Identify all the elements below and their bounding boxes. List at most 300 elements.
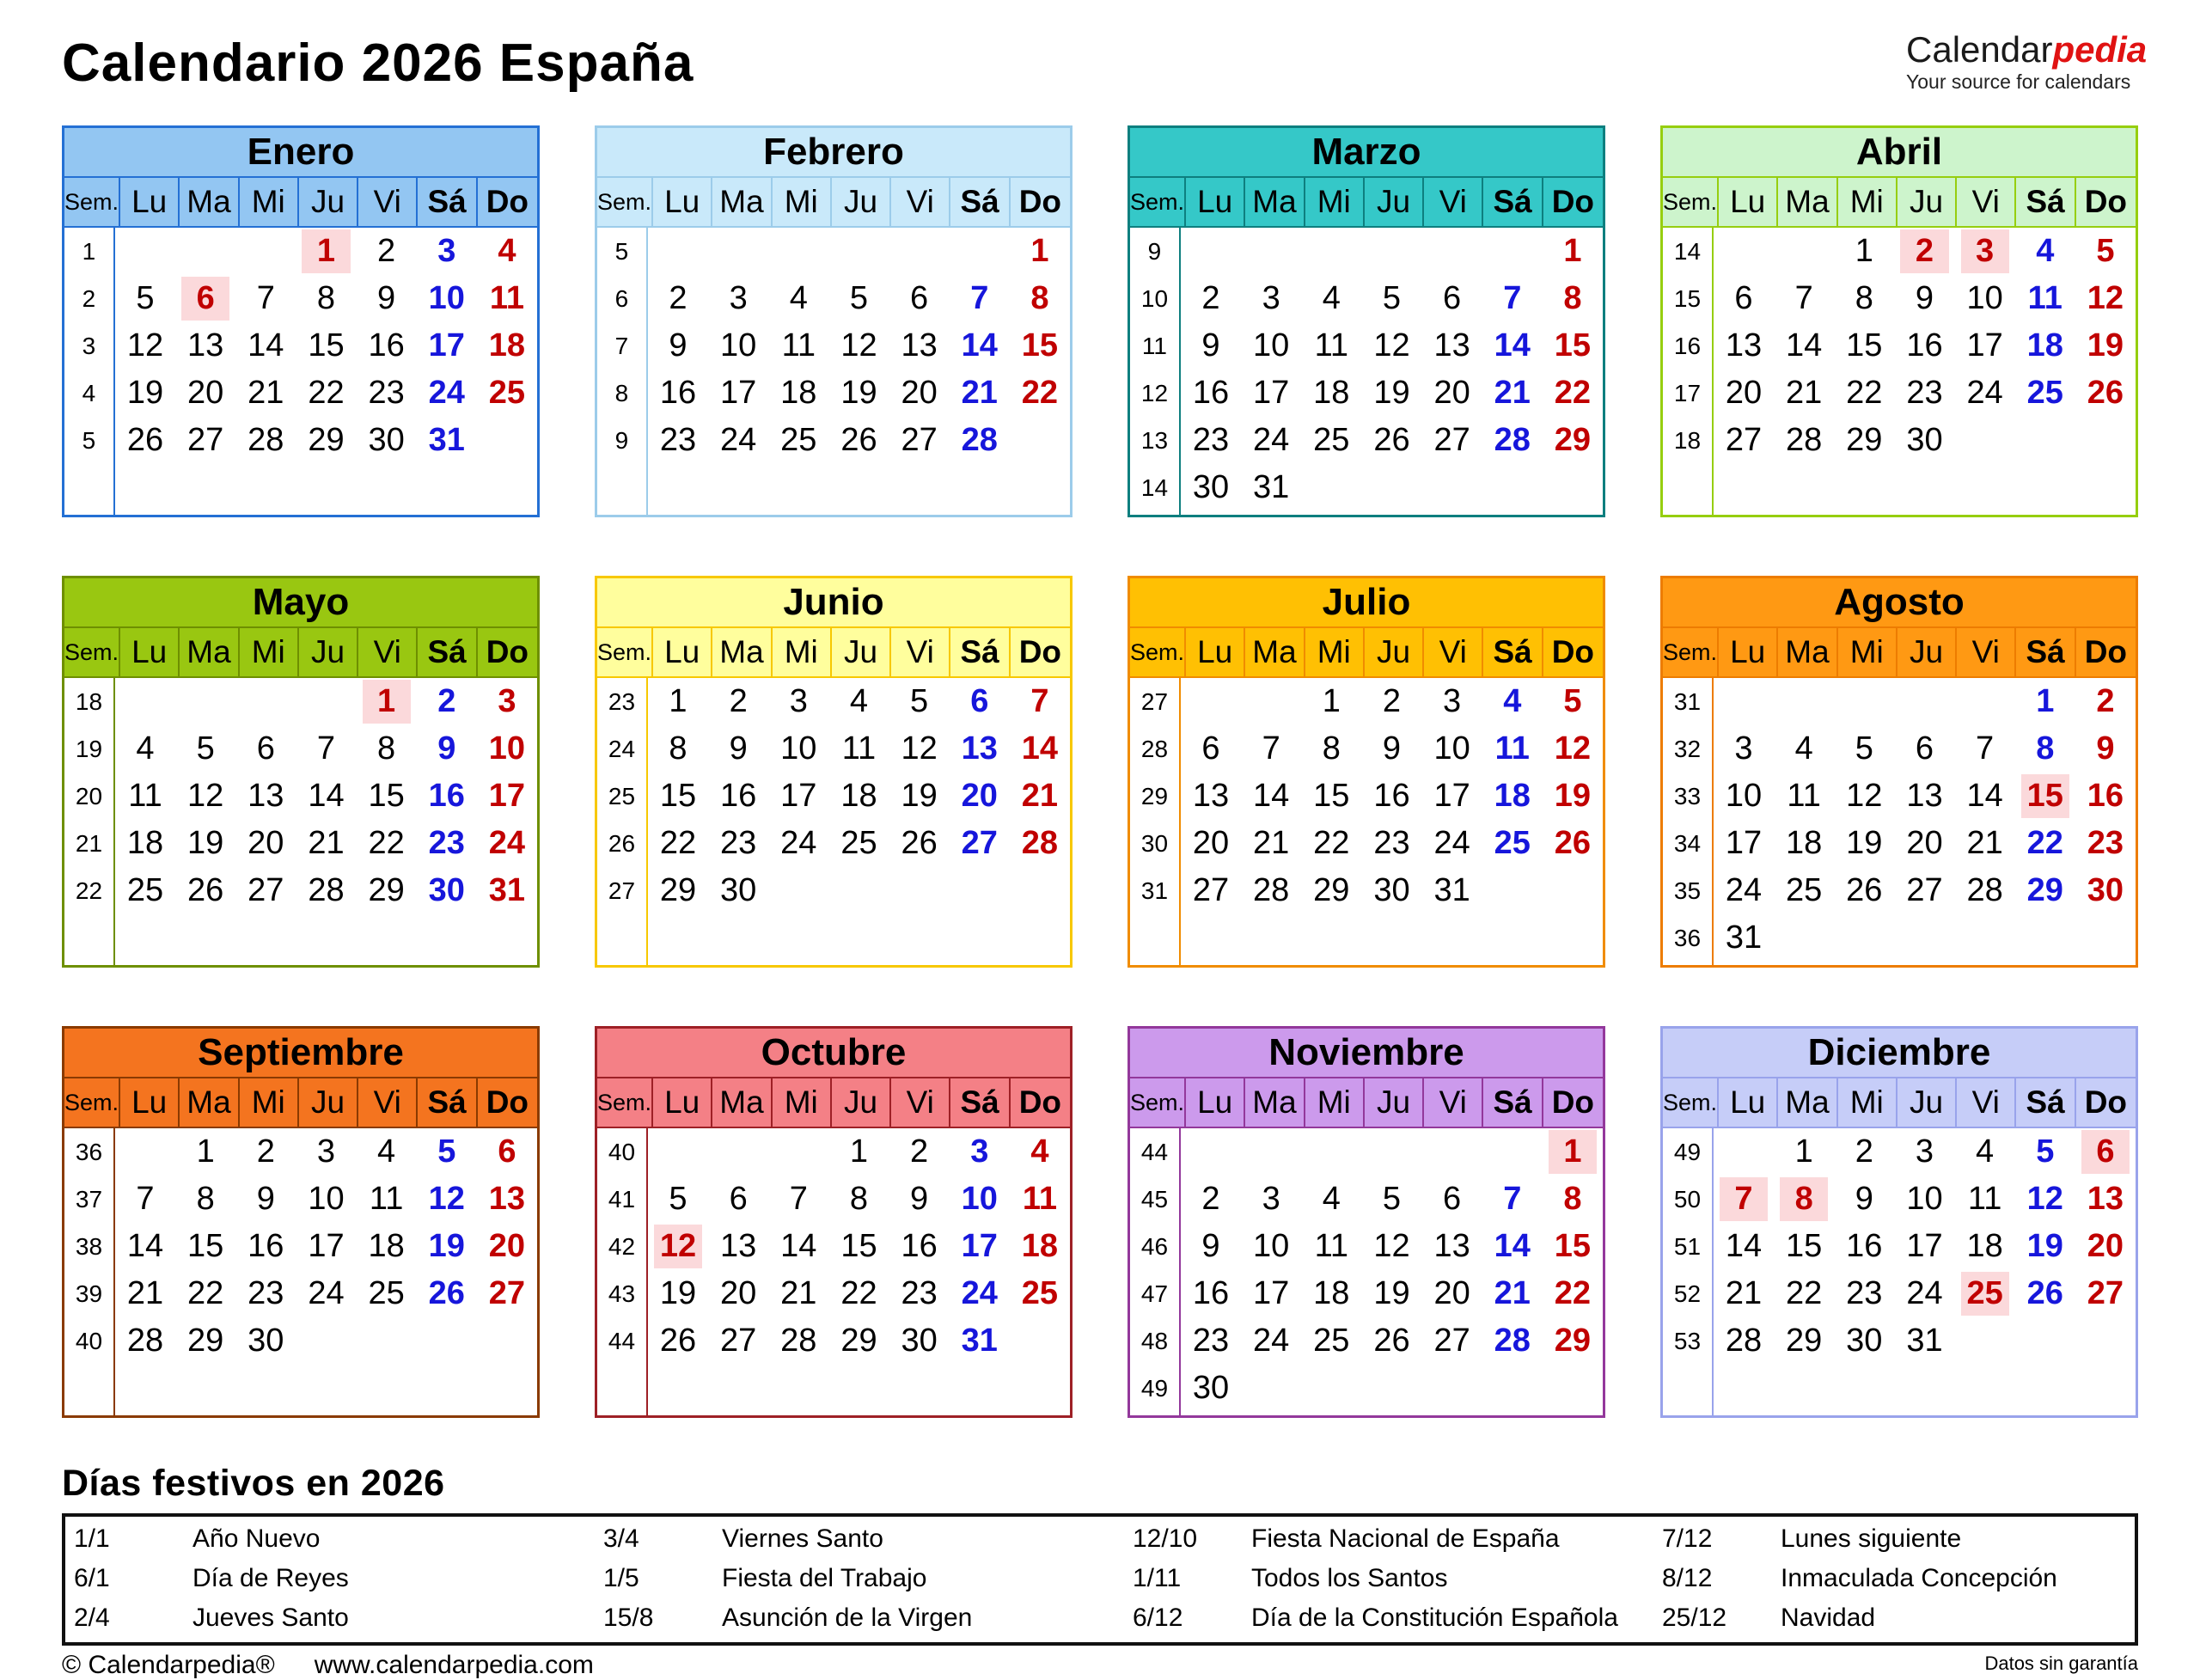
day-cell (357, 1317, 417, 1365)
day-cell (1955, 1317, 2015, 1365)
day-cell (1834, 820, 1894, 867)
day-cell (235, 1317, 296, 1365)
day-cell (1361, 275, 1421, 322)
day-cell (768, 773, 828, 820)
day-cell (1714, 417, 1774, 464)
date-number: 26 (840, 422, 877, 458)
day-cell (950, 417, 1010, 464)
day-cell (1714, 322, 1774, 370)
week-row (64, 275, 537, 322)
day-cell (708, 678, 768, 725)
day-cell (1361, 678, 1421, 725)
day-cell (1241, 1270, 1301, 1317)
weekday-header-row (1130, 1078, 1603, 1128)
week-row (1663, 725, 2136, 773)
month-title: Noviembre (1130, 1029, 1603, 1078)
weekday-header: Vi (1424, 178, 1483, 226)
weekday-header: Sá (950, 628, 1010, 676)
date-number: 3 (316, 1133, 336, 1170)
weekday-header: Ju (832, 628, 891, 676)
holiday-date: 3 (1961, 229, 2009, 273)
day-cell (2075, 370, 2136, 417)
weekday-header: Lu (1719, 1078, 1778, 1127)
day-cell (296, 322, 356, 370)
weekday-header: Do (486, 634, 529, 669)
day-cell (296, 1128, 356, 1176)
day-cell (1361, 1128, 1421, 1176)
date-number: 6 (1201, 730, 1220, 767)
empty-filler-row (597, 1365, 1070, 1415)
day-cell (1714, 678, 1774, 725)
date-number: 22 (1786, 1275, 1823, 1311)
day-cell (1482, 228, 1543, 275)
date-number: 1 (849, 1133, 869, 1170)
date-number: 8 (1563, 280, 1582, 316)
day-cell (477, 275, 537, 322)
day-cell (708, 725, 768, 773)
date-number: 24 (1725, 872, 1763, 908)
day-cell (1543, 773, 1603, 820)
day-cell (2015, 228, 2075, 275)
month-calendar-abril (1660, 125, 2138, 517)
empty-filler-row (64, 1365, 537, 1415)
date-number: 4 (1322, 1181, 1341, 1217)
day-cell (1834, 1176, 1894, 1223)
weekday-header-row (1130, 178, 1603, 228)
weekday-header: Ma (1245, 178, 1305, 226)
date-number: 29 (308, 422, 345, 458)
week-number: 23 (597, 678, 648, 725)
date-number: 29 (368, 872, 405, 908)
week-column-header: Sem. (597, 628, 653, 676)
date-number: 6 (256, 730, 275, 767)
day-cell (1181, 678, 1241, 725)
date-number: 27 (1433, 422, 1470, 458)
day-cell (1422, 417, 1482, 464)
date-number: 20 (248, 825, 284, 861)
week-row (64, 370, 537, 417)
week-row (597, 1176, 1070, 1223)
month-body (1663, 678, 2136, 965)
logo-text-calendar: Calendar (1906, 29, 2053, 70)
day-cell (828, 228, 889, 275)
date-number: 9 (256, 1181, 275, 1217)
weekday-header: Sá (1483, 628, 1543, 676)
week-row (1130, 1128, 1603, 1176)
day-cell (2015, 1128, 2075, 1176)
date-number: 14 (1494, 1228, 1531, 1264)
date-number: 27 (2087, 1275, 2124, 1311)
weekday-header: Lu (120, 1078, 180, 1127)
week-number: 36 (1663, 914, 1714, 962)
week-row (1663, 370, 2136, 417)
day-cell (296, 1223, 356, 1270)
day-cell (1361, 370, 1421, 417)
day-cell (1181, 370, 1241, 417)
day-cell (1301, 1270, 1361, 1317)
date-number: 16 (368, 327, 405, 363)
day-cell (768, 867, 828, 914)
date-number: 3 (1734, 730, 1753, 767)
date-number: 4 (849, 683, 869, 719)
day-cell (1894, 228, 1954, 275)
day-cell (1714, 370, 1774, 417)
day-cell (1955, 1270, 2015, 1317)
day-cell (889, 773, 950, 820)
date-number: 15 (1554, 1228, 1592, 1264)
day-cell (477, 322, 537, 370)
week-row (597, 370, 1070, 417)
date-number: 6 (1443, 280, 1462, 316)
month-title: Febrero (597, 128, 1070, 178)
date-number: 17 (428, 327, 465, 363)
date-number: 5 (1382, 1181, 1402, 1217)
date-number: 18 (368, 1228, 405, 1264)
week-row (1663, 322, 2136, 370)
day-cell (1422, 228, 1482, 275)
week-row (1130, 867, 1603, 914)
day-cell (1181, 1365, 1241, 1412)
day-cell (1301, 275, 1361, 322)
holiday-name-label: Día de la Constitución Española (1251, 1604, 1618, 1632)
date-number: 13 (1906, 778, 1943, 814)
day-cell (828, 1223, 889, 1270)
month-body (1130, 1128, 1603, 1415)
month-title: Agosto (1663, 578, 2136, 628)
week-row (597, 820, 1070, 867)
date-number: 13 (1433, 1228, 1470, 1264)
date-number: 9 (669, 327, 688, 363)
date-number: 22 (2026, 825, 2063, 861)
date-number: 25 (126, 872, 164, 908)
date-number: 8 (849, 1181, 869, 1217)
day-cell (1894, 725, 1954, 773)
week-row (1663, 1270, 2136, 1317)
day-cell (1181, 725, 1241, 773)
date-number: 24 (428, 375, 465, 411)
day-cell (889, 275, 950, 322)
day-cell (889, 867, 950, 914)
date-number: 7 (789, 1181, 808, 1217)
date-number: 22 (659, 825, 697, 861)
day-cell (1422, 1223, 1482, 1270)
day-cell (1714, 275, 1774, 322)
date-number: 25 (840, 825, 877, 861)
date-number: 12 (1373, 1228, 1410, 1264)
date-number: 27 (488, 1275, 526, 1311)
date-number: 25 (488, 375, 526, 411)
holiday-date-label: 6/12 (1133, 1604, 1183, 1632)
date-number: 9 (377, 280, 396, 316)
date-number: 14 (1253, 778, 1290, 814)
date-number: 2 (1382, 683, 1402, 719)
date-number: 8 (196, 1181, 215, 1217)
date-number: 16 (248, 1228, 284, 1264)
day-cell (2075, 773, 2136, 820)
date-number: 27 (1906, 872, 1943, 908)
weekday-header: Ma (180, 628, 239, 676)
day-cell (768, 1317, 828, 1365)
date-number: 7 (1794, 280, 1813, 316)
weekday-header: Ju (1365, 628, 1424, 676)
day-cell (768, 322, 828, 370)
empty-filler-row (64, 914, 537, 965)
month-calendar-diciembre (1660, 1026, 2138, 1418)
week-number: 3 (64, 322, 115, 370)
calendarpedia-logo[interactable] (1906, 24, 2148, 94)
date-number: 15 (1313, 778, 1350, 814)
weekday-header: Sá (418, 1078, 477, 1127)
weekday-header: Ju (832, 1078, 891, 1127)
week-number: 11 (1130, 322, 1181, 370)
day-cell (889, 417, 950, 464)
weekday-header: Mi (773, 178, 832, 226)
month-title: Abril (1663, 128, 2136, 178)
date-number: 13 (901, 327, 938, 363)
month-body (64, 678, 537, 965)
date-number: 12 (2087, 280, 2124, 316)
date-number: 22 (1313, 825, 1350, 861)
date-number: 8 (1563, 1181, 1582, 1217)
day-cell (828, 275, 889, 322)
day-cell (1955, 322, 2015, 370)
filler-week-cell (1663, 962, 1714, 965)
weekday-header-row (64, 628, 537, 678)
page-header (62, 24, 2148, 113)
day-cell (1774, 678, 1834, 725)
date-number: 8 (377, 730, 396, 767)
day-cell (296, 1270, 356, 1317)
day-cell (477, 1128, 537, 1176)
filler-week-cell (1130, 511, 1181, 515)
week-column-header: Sem. (1130, 1078, 1186, 1127)
day-cell (1955, 1128, 2015, 1176)
date-number: 5 (849, 280, 869, 316)
date-number: 5 (669, 1181, 688, 1217)
day-cell (1543, 725, 1603, 773)
date-number: 30 (1192, 1370, 1230, 1406)
week-row (1663, 867, 2136, 914)
date-number: 1 (2036, 683, 2055, 719)
day-cell (235, 678, 296, 725)
day-cell (417, 678, 477, 725)
day-cell (1241, 1365, 1301, 1412)
date-number: 5 (1563, 683, 1582, 719)
day-cell (1010, 725, 1070, 773)
day-cell (1955, 1176, 2015, 1223)
week-row (1130, 370, 1603, 417)
date-number: 3 (1262, 1181, 1280, 1217)
date-number: 24 (1906, 1275, 1943, 1311)
month-title: Marzo (1130, 128, 1603, 178)
week-number: 36 (64, 1128, 115, 1176)
date-number: 4 (1503, 683, 1522, 719)
date-number: 12 (1373, 327, 1410, 363)
date-number: 21 (1725, 1275, 1763, 1311)
day-cell (1543, 275, 1603, 322)
weekday-header: Vi (1424, 1078, 1483, 1127)
day-cell (648, 1223, 708, 1270)
day-cell (175, 820, 235, 867)
month-title: Diciembre (1663, 1029, 2136, 1078)
day-cell (235, 417, 296, 464)
week-row (597, 322, 1070, 370)
date-number: 17 (961, 1228, 998, 1264)
day-cell (477, 417, 537, 464)
date-number: 29 (659, 872, 697, 908)
filler-week-cell (1663, 464, 1714, 515)
day-cell (1241, 275, 1301, 322)
holiday-name-label: Año Nuevo (192, 1524, 321, 1553)
weekday-header: Ju (1365, 178, 1424, 226)
date-number: 30 (1846, 1323, 1883, 1359)
website-link[interactable]: www.calendarpedia.com (314, 1651, 594, 1679)
day-cell (1010, 322, 1070, 370)
week-number: 34 (1663, 820, 1714, 867)
week-row (1130, 725, 1603, 773)
week-number: 44 (597, 1317, 648, 1365)
week-number: 2 (64, 275, 115, 322)
day-cell (357, 773, 417, 820)
week-row (64, 417, 537, 464)
day-cell (768, 228, 828, 275)
day-cell (417, 228, 477, 275)
date-number: 21 (961, 375, 998, 411)
date-number: 21 (1494, 1275, 1531, 1311)
date-number: 29 (2026, 872, 2063, 908)
date-number: 29 (1313, 872, 1350, 908)
week-number: 39 (64, 1270, 115, 1317)
date-number: 29 (840, 1323, 877, 1359)
date-number: 28 (1494, 422, 1531, 458)
date-number: 31 (961, 1323, 998, 1359)
day-cell (2015, 678, 2075, 725)
day-cell (1774, 1176, 1834, 1223)
weekday-header: Ma (1778, 1078, 1837, 1127)
date-number: 9 (910, 1181, 929, 1217)
holiday-date: 25 (1961, 1272, 2009, 1316)
day-cell (1774, 275, 1834, 322)
holidays-heading: Días festivos en 2026 (62, 1463, 445, 1504)
weekday-header: Ma (180, 1078, 239, 1127)
date-number: 11 (781, 327, 816, 363)
date-number: 23 (1373, 825, 1410, 861)
day-cell (417, 1270, 477, 1317)
day-cell (235, 370, 296, 417)
weekday-header: Lu (653, 628, 712, 676)
day-cell (1422, 322, 1482, 370)
day-cell (1361, 417, 1421, 464)
date-number: 5 (2096, 233, 2115, 269)
month-calendar-febrero (595, 125, 1072, 517)
empty-filler-row (597, 914, 1070, 965)
day-cell (708, 820, 768, 867)
date-number: 17 (308, 1228, 345, 1264)
weekday-header: Lu (1186, 1078, 1245, 1127)
day-cell (417, 1128, 477, 1176)
day-cell (648, 417, 708, 464)
day-cell (417, 1317, 477, 1365)
weekday-header: Lu (1186, 178, 1245, 226)
day-cell (889, 725, 950, 773)
holiday-date: 1 (1549, 1130, 1597, 1174)
day-cell (1241, 820, 1301, 867)
day-cell (296, 370, 356, 417)
day-cell (357, 678, 417, 725)
week-number: 4 (64, 370, 115, 417)
date-number: 5 (136, 280, 155, 316)
day-cell (1894, 914, 1954, 962)
date-number: 19 (659, 1275, 697, 1311)
day-cell (175, 1317, 235, 1365)
date-number: 17 (1966, 327, 2003, 363)
weekday-header: Lu (120, 628, 180, 676)
date-number: 22 (1554, 375, 1592, 411)
date-number: 11 (1494, 730, 1530, 767)
date-number: 15 (1846, 327, 1883, 363)
day-cell (1543, 1128, 1603, 1176)
date-number: 17 (1906, 1228, 1943, 1264)
day-cell (1834, 678, 1894, 725)
date-number: 10 (308, 1181, 345, 1217)
day-cell (648, 1317, 708, 1365)
month-calendar-agosto (1660, 576, 2138, 968)
month-calendar-junio (595, 576, 1072, 968)
date-number: 29 (1786, 1323, 1823, 1359)
date-number: 10 (1906, 1181, 1943, 1217)
logo-wordmark (1906, 29, 2148, 70)
day-cell (477, 867, 537, 914)
date-number: 18 (780, 375, 817, 411)
filler-week-cell (64, 1365, 115, 1415)
date-number: 26 (1373, 422, 1410, 458)
day-cell (1714, 228, 1774, 275)
date-number: 31 (1253, 469, 1290, 505)
date-number: 31 (428, 422, 465, 458)
date-number: 21 (1021, 778, 1059, 814)
day-cell (357, 725, 417, 773)
day-cell (1955, 417, 2015, 464)
date-number: 11 (369, 1181, 404, 1217)
day-cell (1482, 1365, 1543, 1412)
date-number: 15 (1554, 327, 1592, 363)
date-number: 19 (840, 375, 877, 411)
date-number: 20 (1192, 825, 1230, 861)
date-number: 28 (1725, 1323, 1763, 1359)
date-number: 3 (729, 280, 748, 316)
day-cell (477, 725, 537, 773)
day-cell (417, 322, 477, 370)
empty-filler-row (1663, 962, 2136, 965)
date-number: 28 (248, 422, 284, 458)
date-number: 20 (1906, 825, 1943, 861)
day-cell (889, 1317, 950, 1365)
day-cell (2075, 275, 2136, 322)
day-cell (1241, 1176, 1301, 1223)
month-calendar-enero (62, 125, 540, 517)
day-cell (1422, 867, 1482, 914)
day-cell (477, 370, 537, 417)
date-number: 2 (377, 233, 396, 269)
day-cell (1361, 820, 1421, 867)
day-cell (296, 1317, 356, 1365)
date-number: 24 (1433, 825, 1470, 861)
date-number: 17 (780, 778, 817, 814)
date-number: 16 (1906, 327, 1943, 363)
week-row (1663, 275, 2136, 322)
day-cell (1010, 417, 1070, 464)
day-cell (708, 322, 768, 370)
